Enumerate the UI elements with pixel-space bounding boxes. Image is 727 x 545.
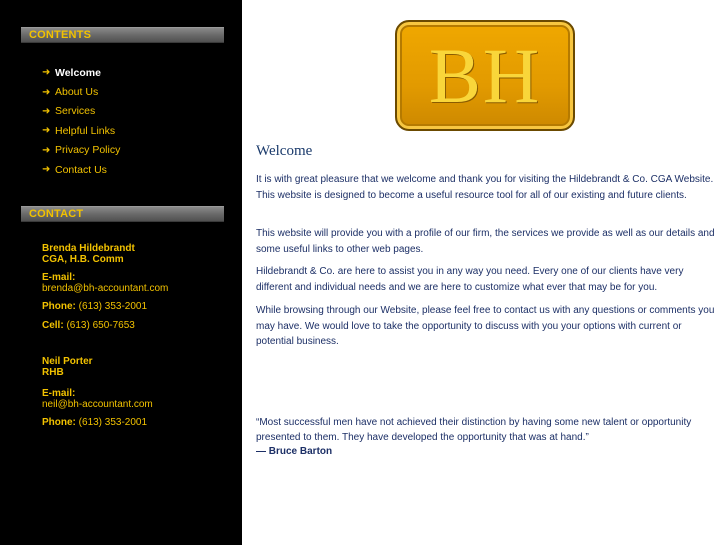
main-content xyxy=(242,0,727,545)
email-link[interactable]: brenda@bh-accountant.com xyxy=(42,283,169,294)
nav-item-label: Services xyxy=(55,105,96,118)
contact-header xyxy=(21,206,224,222)
nav-item-label: Contact Us xyxy=(55,163,107,176)
nav-item-welcome[interactable] xyxy=(42,63,120,82)
quote-author: — Bruce Barton xyxy=(256,446,333,457)
nav-item-services[interactable] xyxy=(42,102,120,121)
arrow-right-icon: ➜ xyxy=(42,164,51,176)
arrow-right-icon: ➜ xyxy=(42,105,51,117)
arrow-right-icon: ➜ xyxy=(42,125,51,137)
contact-title: CGA, H.B. Comm xyxy=(42,254,124,265)
quote-text: “Most successful men have not achieved their distinction by having some new talent or opportunity presented to them. They have developed the opportunity that was at hand.” xyxy=(256,417,692,443)
page-title: Welcome xyxy=(256,143,313,159)
phone-label: Phone: xyxy=(42,301,76,312)
arrow-right-icon: ➜ xyxy=(42,67,51,79)
contact-header-label: CONTACT xyxy=(29,208,84,220)
arrow-right-icon: ➜ xyxy=(42,144,51,156)
phone-value: (613) 353-2001 xyxy=(78,417,148,428)
phone-value: (613) 353-2001 xyxy=(78,301,148,312)
nav-item-contact-us[interactable] xyxy=(42,160,120,179)
nav-item-label: Helpful Links xyxy=(55,124,116,137)
phone-label: Phone: xyxy=(42,417,76,428)
paragraph: This website will provide you with a profile of our firm, the services we provide as well as our details and some useful links to other web pages. xyxy=(256,228,715,255)
nav-item-label: About Us xyxy=(55,86,99,99)
cell-value: (613) 650-7653 xyxy=(66,320,135,331)
sidebar xyxy=(0,0,242,545)
contents-header xyxy=(21,27,224,43)
nav-item-privacy-policy[interactable] xyxy=(42,141,120,160)
nav-item-helpful-links[interactable] xyxy=(42,121,120,140)
contact-card xyxy=(42,356,153,428)
paragraph: It is with great pleasure that we welcome and thank you for visiting the Hildebrandt & Co. CGA Website. This website is designed to become a useful resource tool for all of our existing and future clients. xyxy=(256,174,714,201)
contact-card xyxy=(42,243,168,331)
logo-text: BH xyxy=(428,31,542,119)
arrow-right-icon: ➜ xyxy=(42,86,51,98)
paragraph: Hildebrandt & Co. are here to assist you in any way you need. Every one of our clients have very different and individual needs and we are here to customize what ever that may be for you. xyxy=(256,266,684,293)
email-label: E-mail: xyxy=(42,388,76,399)
email-link[interactable]: neil@bh-accountant.com xyxy=(42,399,153,410)
bh-logo xyxy=(395,20,575,131)
contact-name: Brenda Hildebrandt xyxy=(42,243,135,254)
email-label: E-mail: xyxy=(42,272,76,283)
paragraph: While browsing through our Website, please feel free to contact us with any questions or comments you may have. We would love to take the opportunity to discuss with you your options with current or potential business. xyxy=(256,305,715,347)
nav-item-label: Welcome xyxy=(55,66,101,79)
contact-title: RHB xyxy=(42,367,64,378)
nav-menu xyxy=(42,63,120,179)
contents-header-label: CONTENTS xyxy=(29,29,92,41)
nav-item-label: Privacy Policy xyxy=(55,144,121,157)
cell-label: Cell: xyxy=(42,320,64,331)
quote-block xyxy=(256,416,716,460)
nav-item-about-us[interactable] xyxy=(42,82,120,101)
contact-name: Neil Porter xyxy=(42,356,93,367)
